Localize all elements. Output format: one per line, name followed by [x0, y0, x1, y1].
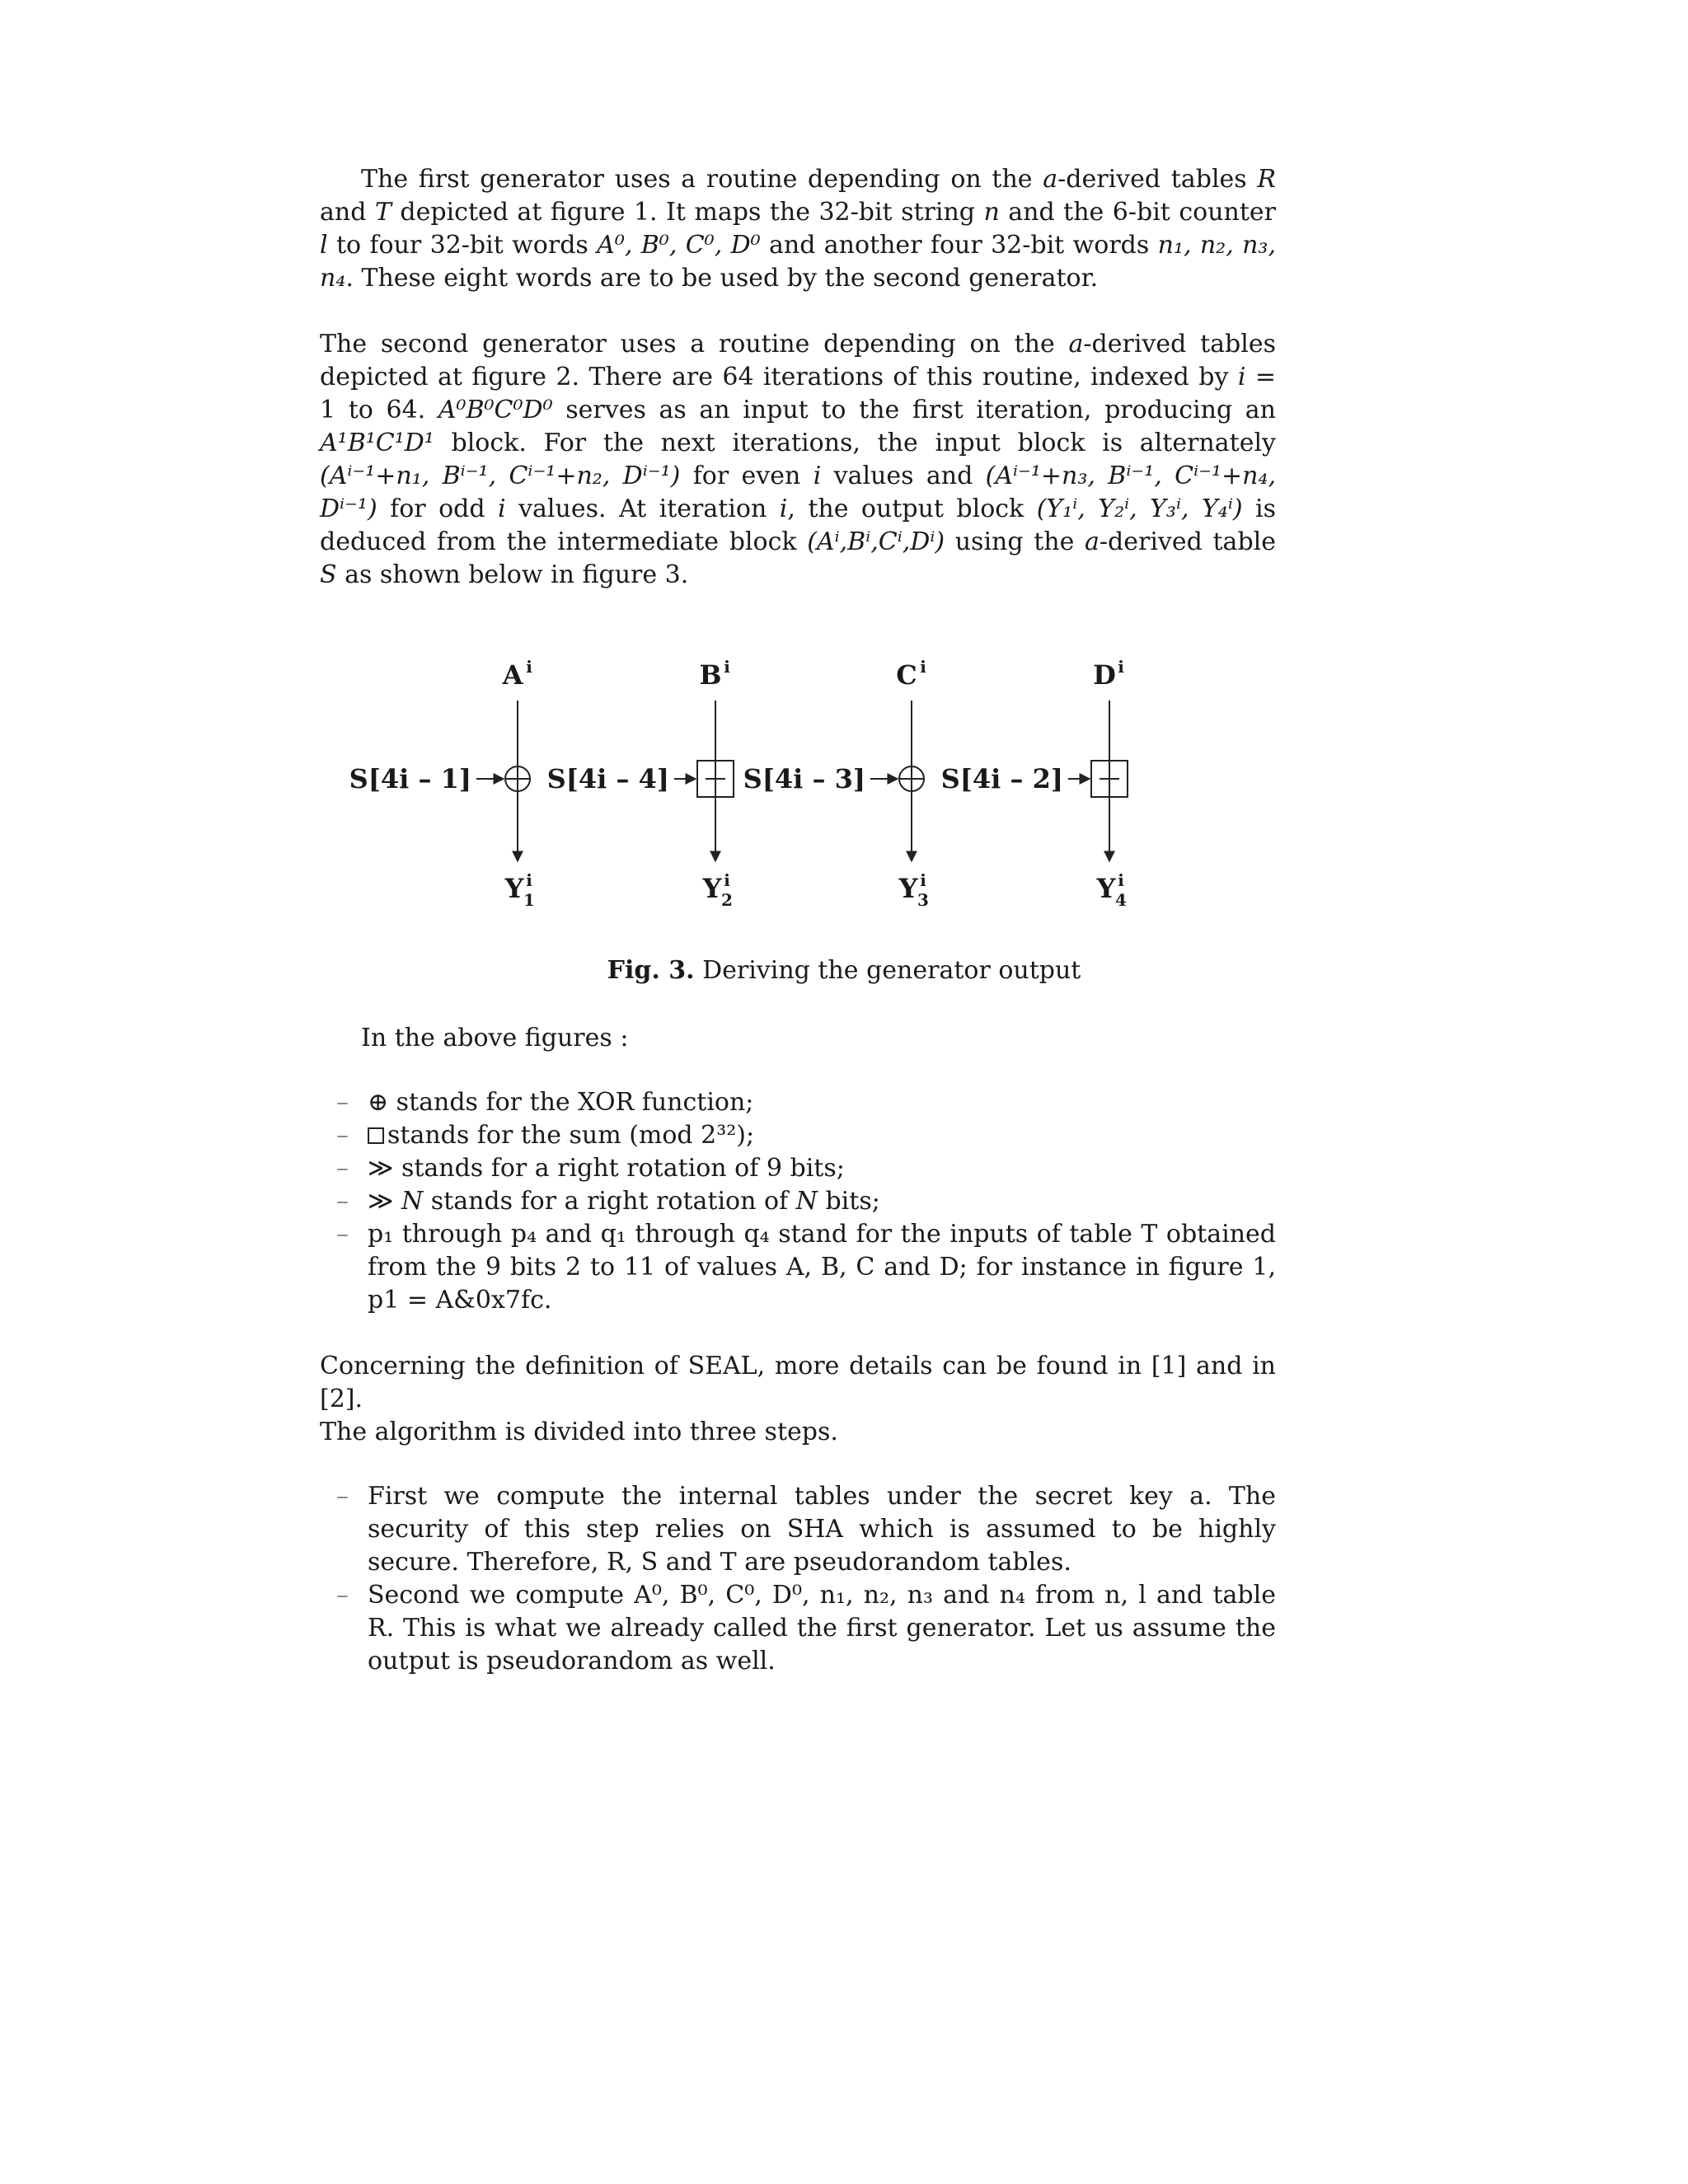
- caption-text: Deriving the generator output: [694, 956, 1081, 985]
- list-item: – First we compute the internal tables under the secret key a. The security of this step relies on SHA which is assumed to be highly secure. Therefore, R, S and T are pseudorandom tables.: [336, 1480, 1276, 1579]
- math-intermediate-block: (Aⁱ,Bⁱ,Cⁱ,Dⁱ): [807, 527, 945, 556]
- xor-symbol: ⊕: [368, 1088, 389, 1117]
- text-run: is deduced from the intermediate block: [320, 494, 1277, 556]
- text-run: using the: [945, 527, 1085, 556]
- text-run: to four 32-bit words: [327, 231, 598, 260]
- output-subscript: 2: [721, 890, 733, 907]
- side-input-label: S[4i – 2]: [940, 763, 1063, 794]
- text-run: -derived tables: [1057, 165, 1258, 194]
- list-item-text: stands for the XOR function;: [388, 1088, 754, 1117]
- math-i: i: [779, 494, 788, 523]
- math-even-block: (Aⁱ⁻¹+n₁, Bⁱ⁻¹, Cⁱ⁻¹+n₂, Dⁱ⁻¹): [320, 462, 681, 490]
- list-item-text: stands for the sum (mod 2³²);: [387, 1121, 755, 1150]
- text-run: and the 6-bit counter: [999, 198, 1276, 227]
- list-item-text: stands for a right rotation of: [423, 1187, 796, 1216]
- list-item-text: p₁ through p₄ and q₁ through q₄ stand for the inputs of table T obtained from the 9 bits 2 to 11 of values A, B, C and D; for instance in figure 1, p1 = A&0x7fc.: [368, 1220, 1276, 1315]
- paragraph-seal-definition: Concerning the definition of SEAL, more details can be found in [1] and in [2].: [320, 1352, 1276, 1413]
- side-input-label: S[4i – 1]: [349, 763, 471, 794]
- output-subscript: 3: [917, 890, 929, 907]
- text-run: -derived tables depicted at figure 2. There are 64 iterations of this routine, indexed by: [320, 330, 1276, 391]
- text-run: block. For the next iterations, the input block is alternately: [434, 429, 1276, 457]
- math-words: A⁰, B⁰, C⁰, D⁰: [597, 231, 761, 260]
- text-run: -derived table: [1099, 527, 1276, 556]
- list-item: [336, 1152, 1276, 1185]
- text-run: The second generator uses a routine depending on the: [320, 330, 1069, 359]
- text-run: for odd: [377, 494, 498, 523]
- math-a: a: [1085, 527, 1100, 556]
- text-run: 1 to 64.: [320, 396, 438, 424]
- output-label: Y: [702, 873, 722, 904]
- output-subscript: 1: [523, 890, 535, 907]
- output-superscript: i: [920, 870, 926, 890]
- math-block0: A⁰B⁰C⁰D⁰: [438, 396, 553, 424]
- text-run: and: [320, 198, 375, 227]
- math-i-eq: i =: [1237, 363, 1276, 391]
- math-l: l: [320, 231, 328, 260]
- input-superscript: i: [1118, 657, 1124, 677]
- input-label-b: B: [699, 659, 722, 691]
- math-n: n: [983, 198, 1000, 227]
- list-item: – Second we compute A⁰, B⁰, C⁰, D⁰, n₁, n₂, n₃ and n₄ from n, l and table R. This is what we already called the first generator. Let us assume the output is pseudorandom as well.: [336, 1579, 1276, 1678]
- output-label: Y: [1096, 873, 1116, 904]
- text-run: serves as an input to the first iteration, producing an: [552, 396, 1276, 424]
- side-input-label: S[4i – 4]: [546, 763, 669, 794]
- math-a: a: [1068, 330, 1084, 359]
- input-superscript: i: [920, 657, 926, 677]
- text-run: for even: [680, 462, 814, 490]
- text-run: depicted at figure 1. It maps the 32-bit string: [391, 198, 984, 227]
- rotation-symbol: ≫: [368, 1187, 394, 1216]
- text-run: , the output block: [787, 494, 1037, 523]
- text-run: The first generator uses a routine depending on the: [361, 165, 1043, 194]
- output-superscript: i: [526, 870, 532, 890]
- math-nwords: n₁, n₂, n₃, n₄: [320, 231, 1276, 293]
- side-input-label: S[4i – 3]: [743, 763, 865, 794]
- text-run: values and: [821, 462, 986, 490]
- input-label-c: C: [896, 659, 917, 691]
- symbol-legend-list: [336, 1086, 1276, 1317]
- input-superscript: i: [724, 657, 730, 677]
- input-label-d: D: [1093, 659, 1116, 691]
- list-item: [336, 1119, 1276, 1152]
- list-item-text: stands for a right rotation of 9 bits;: [393, 1154, 845, 1183]
- list-item: [336, 1086, 1276, 1119]
- steps-list: [336, 1480, 1276, 1678]
- math-i: i: [498, 494, 506, 523]
- output-superscript: i: [724, 870, 730, 890]
- math-R: R: [1257, 165, 1276, 194]
- output-label: Y: [898, 873, 918, 904]
- math-odd-block: (Aⁱ⁻¹+n₃, Bⁱ⁻¹, Cⁱ⁻¹+n₄, Dⁱ⁻¹): [320, 462, 1276, 523]
- list-item: [336, 1185, 1276, 1218]
- output-superscript: i: [1118, 870, 1124, 890]
- paragraph-first-generator: [320, 163, 1276, 295]
- input-superscript: i: [526, 657, 532, 677]
- math-S: S: [320, 560, 337, 589]
- output-subscript: 4: [1115, 890, 1127, 907]
- list-item: [336, 1218, 1276, 1317]
- math-N: N: [795, 1187, 818, 1216]
- input-label-a: A: [502, 659, 523, 691]
- list-item-text: bits;: [817, 1187, 880, 1216]
- output-label: Y: [504, 873, 524, 904]
- figure-3-diagram: [320, 651, 1226, 907]
- paragraph-second-generator: [320, 328, 1276, 592]
- math-T: T: [374, 198, 392, 227]
- sum-box-icon: [368, 1127, 384, 1144]
- math-i: i: [813, 462, 822, 490]
- rotation-symbol: ≫: [368, 1154, 394, 1183]
- text-run: and another four 32-bit words: [760, 231, 1158, 260]
- math-block1: A¹B¹C¹D¹: [320, 429, 434, 457]
- list-intro: In the above figures :: [361, 1024, 629, 1052]
- math-N: N: [393, 1187, 424, 1216]
- math-a: a: [1043, 165, 1058, 194]
- text-run: . These eight words are to be used by the second generator.: [345, 264, 1099, 293]
- figure-caption: [0, 954, 1688, 987]
- text-run: as shown below in figure 3.: [336, 560, 689, 589]
- caption-label: Fig. 3.: [607, 956, 695, 985]
- paragraph-three-steps: The algorithm is divided into three steps.: [320, 1418, 838, 1446]
- text-run: values. At iteration: [505, 494, 780, 523]
- math-output-block: (Y₁ⁱ, Y₂ⁱ, Y₃ⁱ, Y₄ⁱ): [1036, 494, 1243, 523]
